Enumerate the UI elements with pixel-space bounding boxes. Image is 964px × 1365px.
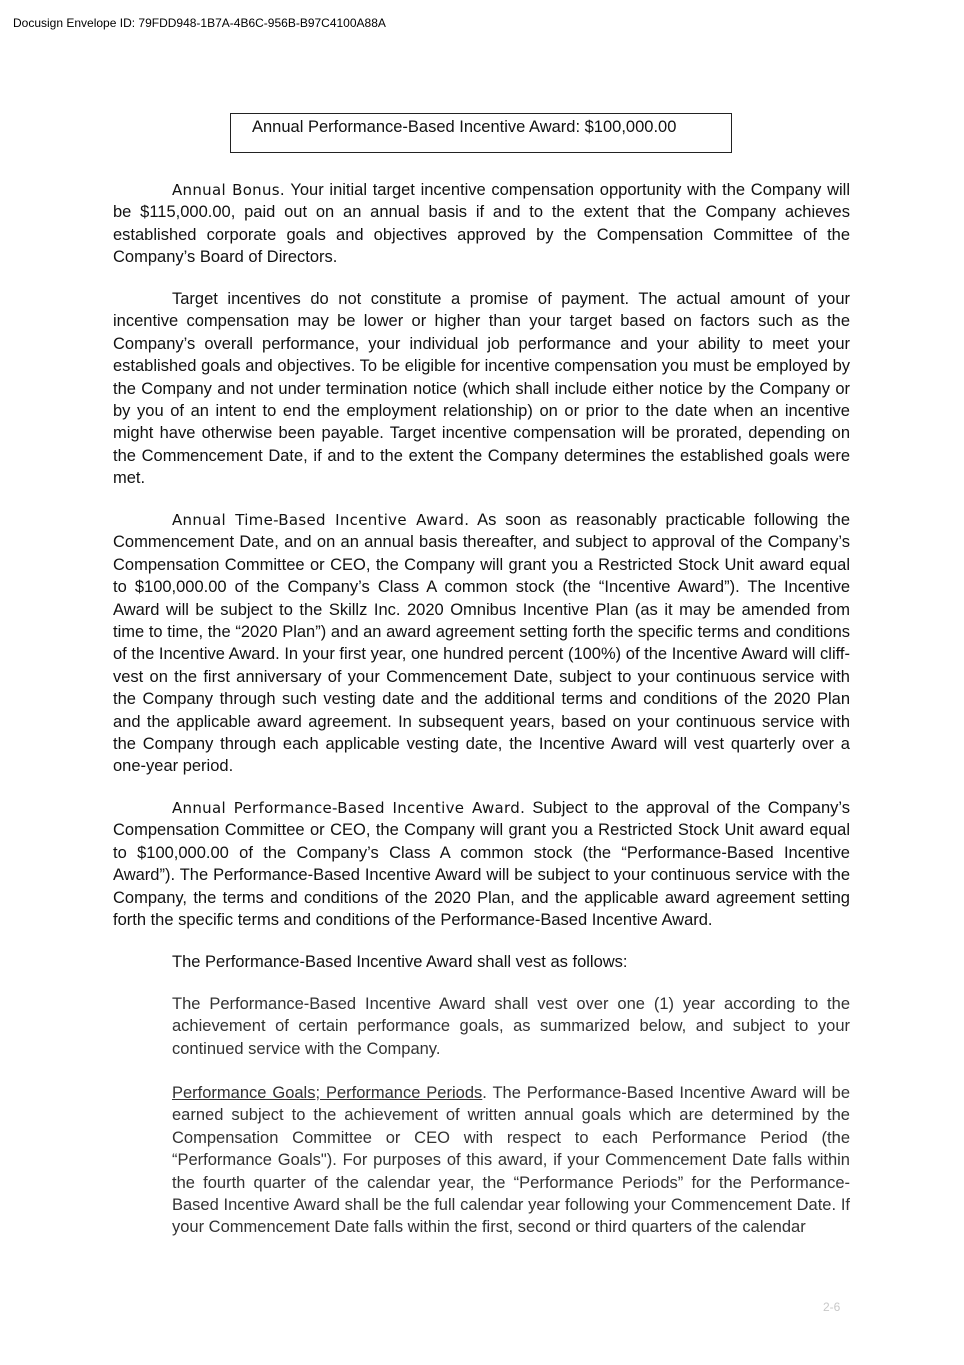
performance-goals-heading: Performance Goals; Performance Periods bbox=[172, 1084, 483, 1102]
vest-summary: The Performance-Based Incentive Award shall vest over one (1) year according to the achievement of certain performance goals, as summarized below, and subject to your continued service with the Company. bbox=[172, 995, 850, 1058]
target-incentives-paragraph: Target incentives do not constitute a promise of payment. The actual amount of your incentive compensation may be lower or higher than your target based on factors such as the Company’s overall performance, your individual job performance and your ability to meet your established goals and objectives. To be eligible for incentive compensation you must be employed by the Company and not under termination notice (which shall include either notice by the Company or by you of an intent to end the employment relationship) on or prior to the date when an incentive might have otherwise been payable. Target incentive compensation will be prorated, depending on the Commencement Date, if and to the extent the Company determines the established goals were met. bbox=[113, 290, 850, 488]
performance-based-text: Subject to the approval of the Company’s Compensation Committee or CEO, the Company will grant you a Restricted Stock Unit award equal to $100,000.00 of the Company’s Class A common stock (the “Performance-Based Incentive Award”). The Performance-Based Incentive Award will be subject to your continuous service with the Company, the terms and conditions of the 2020 Plan, and the applicable award agreement setting forth the specific terms and conditions of the Performance-Based Incentive Award. bbox=[113, 799, 850, 930]
vest-intro: The Performance-Based Incentive Award shall vest as follows: bbox=[172, 953, 628, 971]
award-summary-box bbox=[230, 113, 732, 153]
award-summary-text: Annual Performance-Based Incentive Award: $100,000.00 bbox=[252, 118, 677, 136]
annual-bonus-heading: Annual Bonus. bbox=[172, 181, 285, 199]
performance-based-heading: Annual Performance-Based Incentive Award. bbox=[172, 799, 526, 817]
time-based-paragraph bbox=[113, 509, 850, 778]
page-number: 2-6 bbox=[823, 1300, 841, 1314]
performance-goals-paragraph bbox=[172, 1082, 850, 1239]
annual-bonus-paragraph bbox=[113, 179, 850, 269]
performance-based-paragraph bbox=[113, 797, 850, 931]
time-based-text: As soon as reasonably practicable following the Commencement Date, and on an annual basis thereafter, and subject to approval of the Company’s Compensation Committee or CEO, the Company will grant you a Restricted Stock Unit award equal to $100,000.00 of the Company’s Class A common stock (the “Incentive Award”). The Incentive Award will be subject to the Skillz Inc. 2020 Omnibus Incentive Plan (as it may be amended from time to time, the “2020 Plan”) and an award agreement setting forth the specific terms and conditions of the Incentive Award. In your first year, one hundred percent (100%) of the Incentive Award will cliff-vest on the first anniversary of your Commencement Date, subject to your continuous service with the Company through such vesting date and the additional terms and conditions of the 2020 Plan and the applicable award agreement. In subsequent years, based on your continuous service with the Company through each applicable vesting date, the Incentive Award will vest quarterly over a one-year period. bbox=[113, 511, 851, 776]
annual-bonus-text: Your initial target incentive compensation opportunity with the Company will be $115,000.00, paid out on an annual basis if and to the extent that the Company achieves established corporate goals and objectives approved by the Compensation Committee of the Company’s Board of Directors. bbox=[113, 181, 850, 267]
performance-goals-text: . The Performance-Based Incentive Award will be earned subject to the achievement of written annual goals which are determined by the Compensation Committee or CEO with respect to each Performance Period (the “Performance Goals"). For purposes of this award, if your Commencement Date falls within the fourth quarter of the calendar year, the “Performance Periods” for the Performance-Based Incentive Award shall be the full calendar year following your Commencement Date. If your Commencement Date falls within the first, second or third quarters of the calendar bbox=[172, 1084, 850, 1237]
time-based-heading: Annual Time-Based Incentive Award. bbox=[172, 511, 470, 529]
envelope-id: Docusign Envelope ID: 79FDD948-1B7A-4B6C-956B-B97C4100A88A bbox=[13, 16, 386, 30]
